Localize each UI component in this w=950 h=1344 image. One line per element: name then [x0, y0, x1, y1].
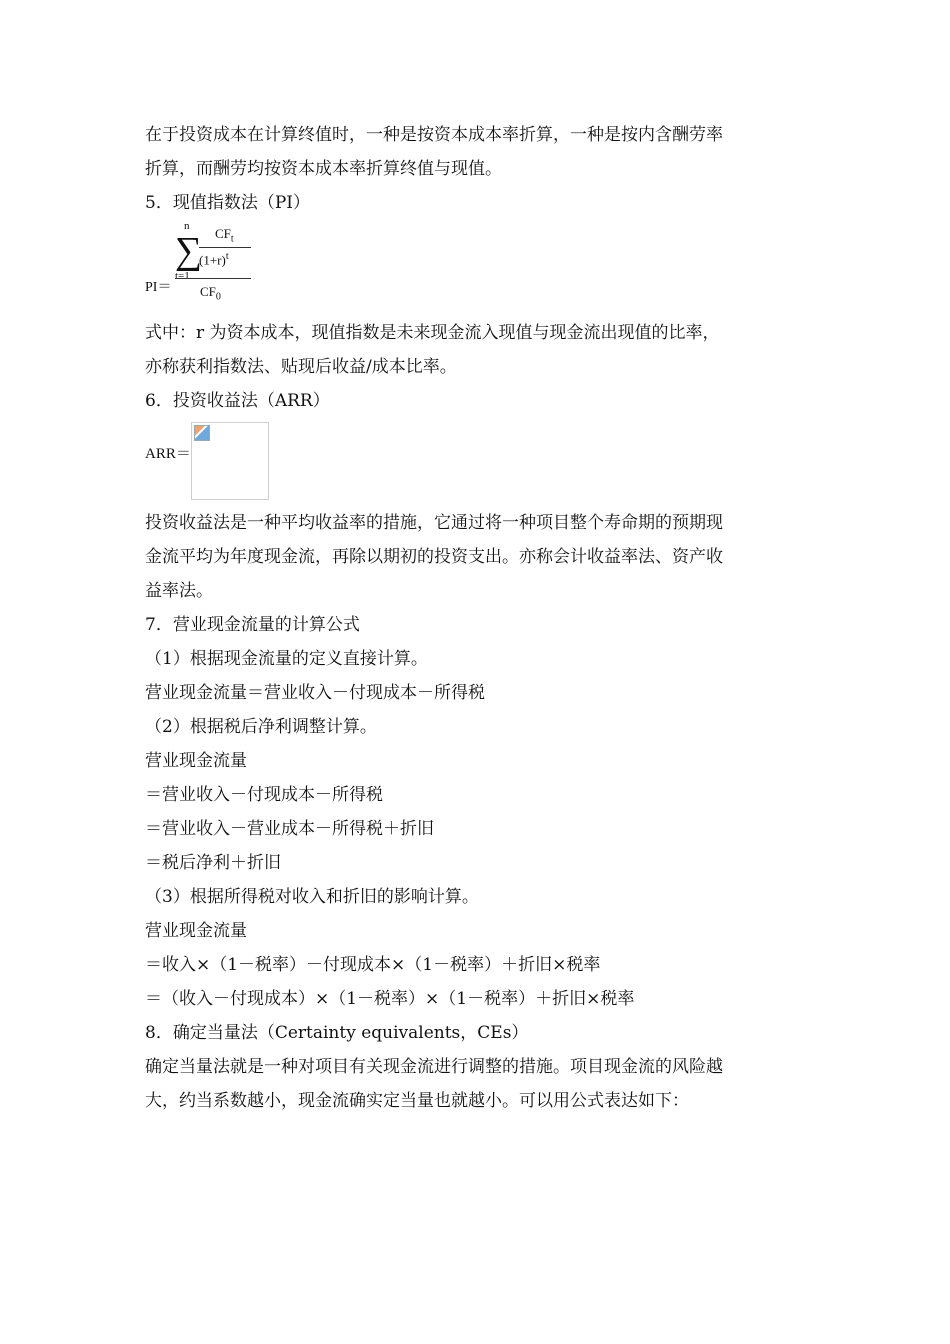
section-heading-6: 6．投资收益法（ARR） — [145, 391, 330, 411]
method-3-line: 营业现金流量 — [145, 921, 247, 941]
paragraph-line: 在于投资成本在计算终值时，一种是按资本成本率折算，一种是按内含酬劳率 — [145, 125, 723, 145]
method-1-equation: 营业现金流量＝营业收入－付现成本－所得税 — [145, 683, 485, 703]
arr-formula-lhs: ARR＝ — [145, 446, 191, 462]
method-1-title: （1）根据现金流量的定义直接计算。 — [145, 649, 428, 669]
sum-symbol: ∑ — [175, 230, 203, 272]
paragraph-line: 确定当量法就是一种对项目有关现金流进行调整的措施。项目现金流的风险越 — [145, 1057, 723, 1077]
paragraph-line: 亦称获利指数法、贴现后收益/成本比率。 — [145, 357, 457, 377]
sum-lower-limit: t=1 — [175, 270, 190, 282]
sum-upper-limit: n — [184, 220, 190, 232]
paragraph-line: 投资收益法是一种平均收益率的措施，它通过将一种项目整个寿命期的预期现 — [145, 513, 723, 533]
paragraph-line: 益率法。 — [145, 581, 213, 601]
discount-factor: $(1+r)^t$ — [199, 251, 229, 268]
denominator-cf0: $CF_0$ — [200, 284, 221, 303]
inner-fraction-bar — [199, 247, 251, 248]
section-heading-7: 7．营业现金流量的计算公式 — [145, 615, 360, 635]
paragraph-line: 式中：r 为资本成本，现值指数是未来现金流入现值与现金流出现值的比率， — [145, 323, 720, 343]
numerator-cf: $CF_t$ — [215, 226, 234, 245]
method-2-title: （2）根据税后净利调整计算。 — [145, 717, 377, 737]
method-2-line: ＝税后净利＋折旧 — [145, 853, 281, 873]
arr-formula — [145, 418, 815, 506]
method-2-line: ＝营业收入－付现成本－所得税 — [145, 785, 383, 805]
pi-formula-lhs: PI＝ — [145, 280, 172, 295]
method-3-title: （3）根据所得税对收入和折旧的影响计算。 — [145, 887, 479, 907]
method-2-line: ＝营业收入－营业成本－所得税＋折旧 — [145, 819, 434, 839]
paragraph-line: 大，约当系数越小，现金流确实定当量也就越小。可以用公式表达如下： — [145, 1091, 689, 1111]
section-heading-5: 5．现值指数法（PI） — [145, 193, 310, 213]
section-heading-8: 8．确定当量法（Certainty equivalents，CEs） — [145, 1023, 529, 1043]
paragraph-line: 金流平均为年度现金流，再除以期初的投资支出。亦称会计收益率法、资产收 — [145, 547, 723, 567]
document-page — [145, 118, 815, 1118]
main-fraction-bar — [175, 278, 251, 279]
method-2-line: 营业现金流量 — [145, 751, 247, 771]
paragraph-line: 折算，而酬劳均按资本成本率折算终值与现值。 — [145, 159, 502, 179]
pi-formula — [145, 220, 815, 316]
broken-image-icon — [194, 425, 210, 441]
formula-image-placeholder — [191, 422, 269, 500]
method-3-line: ＝收入×（1－税率）－付现成本×（1－税率）＋折旧×税率 — [145, 955, 601, 975]
method-3-line: ＝（收入－付现成本）×（1－税率）×（1－税率）＋折旧×税率 — [145, 989, 635, 1009]
